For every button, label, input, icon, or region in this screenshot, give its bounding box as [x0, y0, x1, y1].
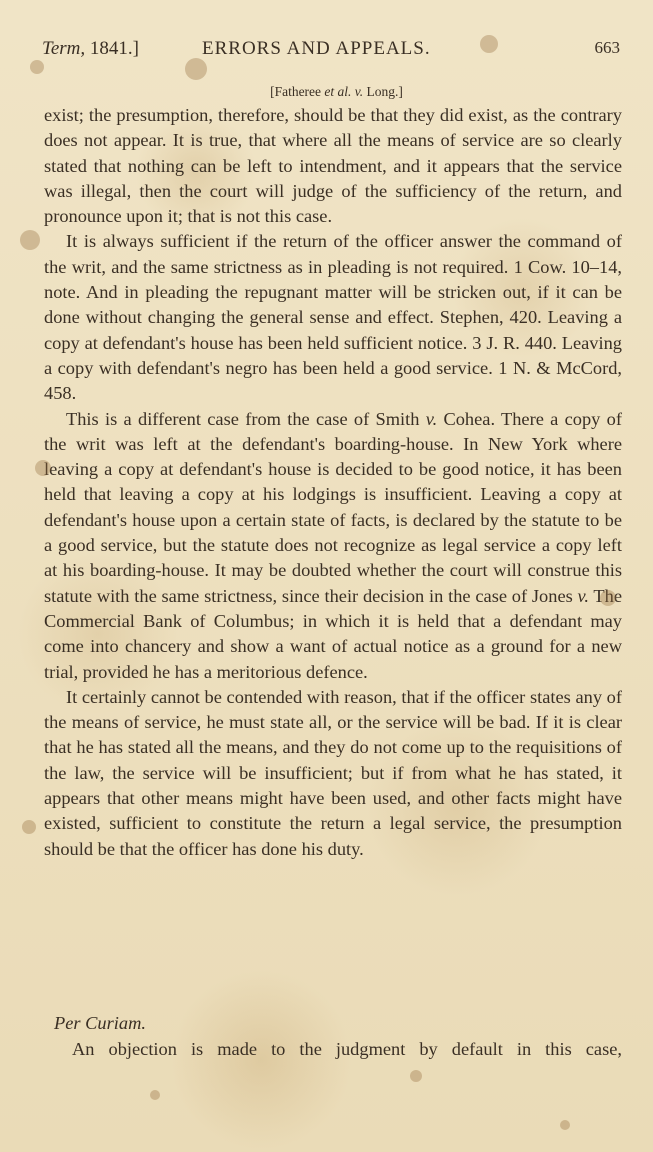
- foxing-spot: [560, 1120, 570, 1130]
- paragraph-3-part-b: Cohea. There a copy of the writ was left at the defendant's boarding-house. In New York where leaving a copy at defendant's house is decided to be good notice, it has been held that leaving a copy at his lodgings is insufficient. Leaving a copy at defendant's house upon a certain state of facts, is declared by the statute to be a good service, but the statute does not recognize as legal service a copy left at his boarding-house. It may be doubted whether the court will construe this statute with the same strictness, since their decision in the case of Jones: [44, 408, 622, 606]
- running-head-bracket: [: [270, 84, 275, 99]
- header-term-year: 1841.]: [85, 38, 139, 59]
- foxing-spot: [480, 35, 498, 53]
- paragraph-2: It is always sufficient if the return of the officer answer the command of the writ, and the same strictness as in pleading is not required. 1 Cow. 10–14, note. And in pleading the repugnant matter will be stricken out, if it can be done without changing the general sense and effect. Stephen, 420. Leaving a copy at defendant's house has been held sufficient notice. 3 J. R. 440. Leaving a copy with defendant's negro has been held a good service. 1 N. & McCord, 458.: [44, 231, 622, 404]
- running-head: [0, 84, 653, 100]
- foxing-spot: [150, 1090, 160, 1100]
- foxing-spot: [30, 60, 44, 74]
- paragraph-3: [44, 407, 622, 685]
- paragraph-4: It certainly cannot be contended with reason, that if the officer states any of the means of service, he must state all, or the service will be bad. If it is clear that he has stated all the means, and they do not come up to the requisitions of the law, the service will be insufficient; but if from what he has stated, it appears that other means might have been used, and other facts might have existed, sufficient to constitute the return a legal service, the presumption should be that the officer has done his duty.: [44, 686, 622, 859]
- running-head-etal: et al.: [324, 84, 352, 99]
- header-term-word: Term,: [42, 38, 86, 59]
- header-term: [42, 38, 139, 60]
- paragraph-1: exist; the presumption, therefore, should be that they did exist, as the contrary does not appear. It is true, that where all the means of service are so clearly stated that nothing can be left to intendment, and it appears that the service was illegal, then the court will judge of the sufficiency of the return, and pronounce upon it; that is not this case.: [44, 105, 622, 227]
- body-text: [44, 103, 622, 862]
- page-header: [42, 38, 620, 64]
- foxing-spot: [35, 460, 51, 476]
- foxing-spot: [20, 230, 40, 250]
- header-title: ERRORS AND APPEALS.: [202, 38, 431, 59]
- page-number: 663: [594, 38, 620, 57]
- running-head-name2: Long.]: [363, 84, 403, 99]
- per-curiam-heading: Per Curiam.: [54, 1013, 146, 1033]
- running-head-v: v.: [351, 84, 364, 99]
- paragraph-3-versus-1: v.: [425, 408, 438, 429]
- paragraph-3-part-a: This is a different case from the case of Smith: [66, 408, 426, 429]
- paragraph-3-versus-2: v.: [577, 585, 589, 606]
- foxing-spot: [410, 1070, 422, 1082]
- paragraph-3-part-c: The Commercial Bank of Columbus; in which it is held that a defendant may come into chancery and show a want of actual notice as a ground for a new trial, provided he has a meritorious defence.: [44, 585, 622, 682]
- running-head-name1: Fatheree: [274, 84, 325, 99]
- foxing-spot: [22, 820, 36, 834]
- closing-line: An objection is made to the judgment by default in this case,: [72, 1039, 622, 1059]
- foxing-spot: [600, 590, 616, 606]
- foxing-spot: [185, 58, 207, 80]
